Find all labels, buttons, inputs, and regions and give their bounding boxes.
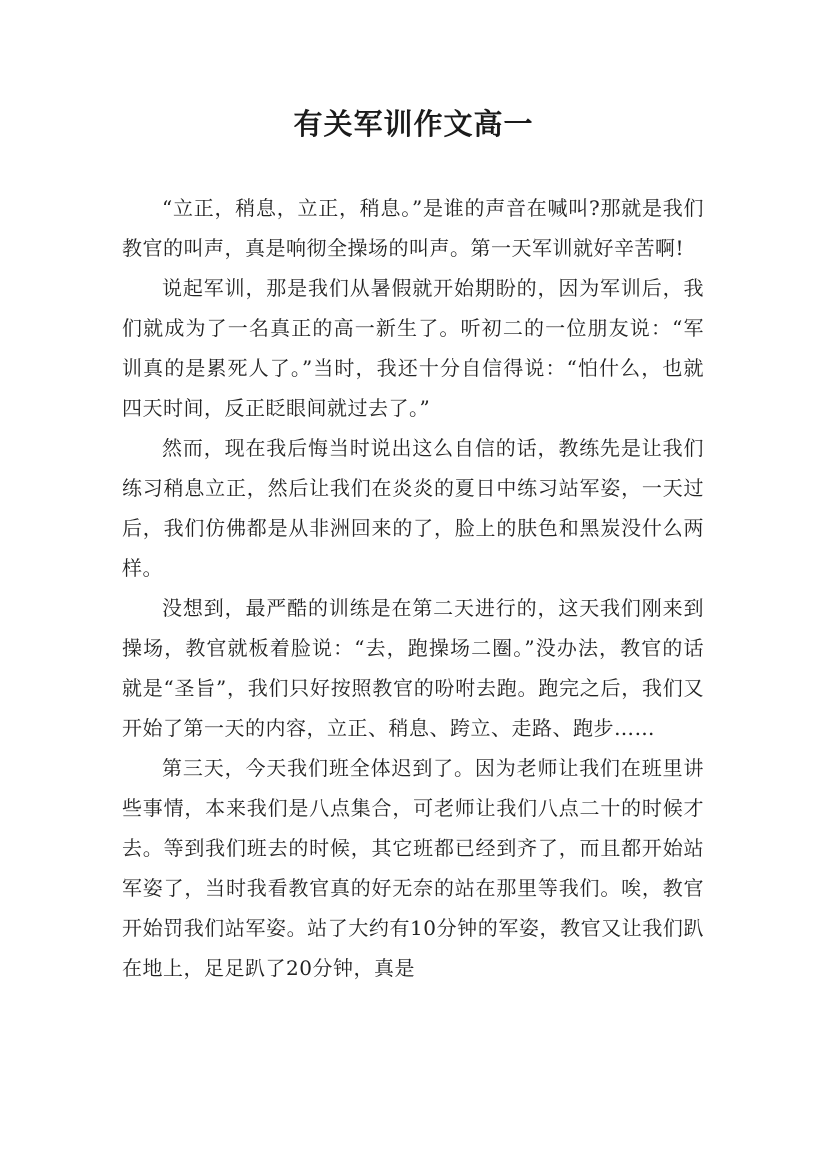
paragraph-1: “立正，稍息，立正，稍息。”是谁的声音在喊叫?那就是我们教官的叫声，真是响彻全操场的叫声。第一天军训就好辛苦啊! xyxy=(122,196,704,260)
paragraph-2: 说起军训，那是我们从暑假就开始期盼的，因为军训后，我们就成为了一名真正的高一新生了。听初二的一位朋友说：“军训真的是累死人了。”当时，我还十分自信得说：“怕什么，也就四天时间，反正眨眼间就过去了。” xyxy=(122,276,704,420)
document-title: 有关军训作文高一 xyxy=(293,107,534,141)
document-body xyxy=(122,188,704,988)
paragraph-4: 没想到，最严酷的训练是在第二天进行的，这天我们刚来到操场，教官就板着脸说：“去，跑操场二圈。”没办法，教官的话就是“圣旨”，我们只好按照教官的吩咐去跑。跑完之后，我们又开始了第一天的内容，立正、稍息、跨立、走路、跑步…… xyxy=(122,596,704,740)
paragraph-5: 第三天，今天我们班全体迟到了。因为老师让我们在班里讲些事情，本来我们是八点集合，可老师让我们八点二十的时候才去。等到我们班去的时候，其它班都已经到齐了，而且都开始站军姿了，当时我看教官真的好无奈的站在那里等我们。唉，教官开始罚我们站军姿。站了大约有10分钟的军姿，教官又让我们趴在地上，足足趴了20分钟，真是 xyxy=(122,756,704,980)
paragraph-3: 然而，现在我后悔当时说出这么自信的话，教练先是让我们练习稍息立正，然后让我们在炎炎的夏日中练习站军姿，一天过后，我们仿佛都是从非洲回来的了，脸上的肤色和黑炭没什么两样。 xyxy=(122,436,704,580)
